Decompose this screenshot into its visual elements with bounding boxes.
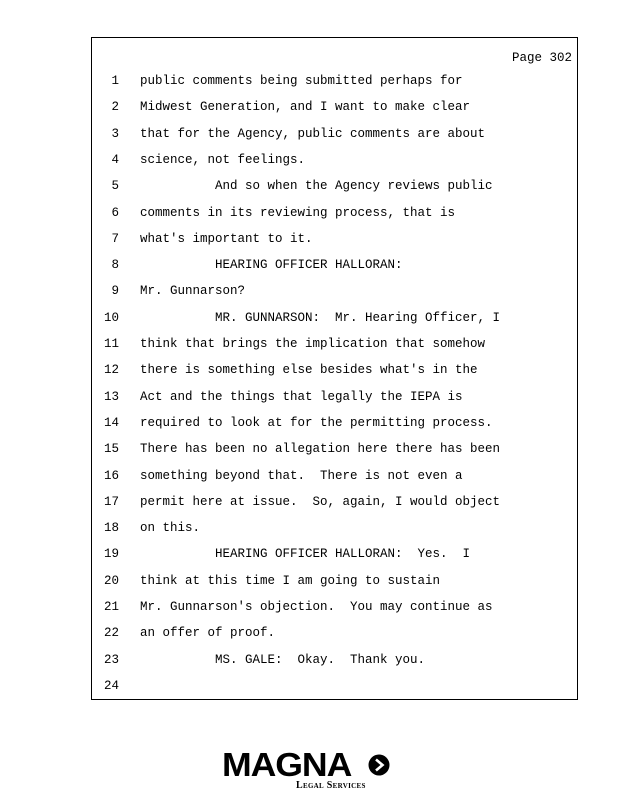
transcript-line [92, 99, 577, 115]
transcript-line [92, 415, 577, 431]
transcript-line [92, 494, 577, 510]
line-number: 20 [103, 573, 119, 588]
line-number: 21 [103, 600, 119, 614]
transcript-line [92, 546, 577, 562]
transcript-line [92, 389, 577, 405]
transcript-line [92, 336, 577, 352]
line-number: 13 [103, 389, 119, 404]
transcript-line [92, 205, 577, 221]
line-number: 14 [103, 415, 119, 430]
line-number: 23 [103, 652, 119, 667]
line-text: there is something else besides what's in the [140, 363, 478, 378]
transcript-line [92, 652, 577, 668]
transcript-page [91, 37, 578, 700]
line-text: HEARING OFFICER HALLORAN: [140, 258, 403, 273]
line-text: Midwest Generation, and I want to make clear [140, 100, 471, 115]
chevron-right-icon [368, 754, 390, 776]
line-text: think that brings the implication that somehow [140, 337, 486, 351]
transcript-line [92, 152, 577, 168]
transcript-line [92, 231, 577, 247]
transcript-line [92, 257, 577, 273]
magna-logo [222, 748, 398, 792]
line-text: an offer of proof. [140, 626, 276, 641]
line-number: 6 [111, 205, 119, 220]
logo-wordmark: MAGNA [222, 746, 352, 783]
transcript-line [92, 178, 577, 194]
line-text: There has been no allegation here there has been [140, 442, 501, 457]
transcript-line [92, 625, 577, 641]
line-number: 10 [103, 310, 119, 325]
line-text: MS. GALE: Okay. Thank you. [140, 652, 426, 667]
line-number: 12 [103, 363, 119, 378]
transcript-line [92, 678, 577, 694]
transcript-line [92, 468, 577, 484]
transcript-line [92, 520, 577, 536]
line-text: what's important to it. [140, 231, 313, 246]
transcript-line [92, 599, 577, 615]
line-text: Act and the things that legally the IEPA is [140, 389, 463, 404]
line-number: 3 [111, 126, 119, 141]
line-number: 2 [111, 100, 119, 115]
line-text: permit here at issue. So, again, I would object [140, 494, 501, 509]
transcript-line [92, 362, 577, 378]
line-number: 19 [103, 547, 119, 562]
line-number: 24 [103, 678, 119, 693]
line-text: comments in its reviewing process, that is [140, 205, 456, 220]
transcript-line [92, 283, 577, 299]
line-text: think at this time I am going to sustain [140, 573, 441, 588]
line-text: Mr. Gunnarson's objection. You may continue as [140, 600, 493, 614]
line-number: 11 [103, 337, 119, 351]
line-number: 16 [103, 468, 119, 483]
line-number: 7 [111, 231, 119, 246]
transcript-line [92, 441, 577, 457]
line-text: And so when the Agency reviews public [140, 179, 493, 194]
line-text: that for the Agency, public comments are about [140, 126, 486, 141]
line-number: 22 [103, 626, 119, 641]
line-number: 15 [103, 442, 119, 457]
line-text: public comments being submitted perhaps for [140, 74, 463, 88]
transcript-line [92, 73, 577, 89]
line-text: required to look at for the permitting process. [140, 415, 493, 430]
transcript-line [92, 126, 577, 142]
line-text: science, not feelings. [140, 152, 306, 167]
line-text: HEARING OFFICER HALLORAN: Yes. I [140, 547, 471, 562]
transcript-line [92, 573, 577, 589]
line-number: 17 [103, 494, 119, 509]
line-number: 9 [111, 284, 119, 299]
line-number: 1 [111, 74, 119, 88]
logo-subtitle: Legal Services [296, 780, 366, 791]
page-number: Page 302 [511, 51, 572, 65]
line-text: MR. GUNNARSON: Mr. Hearing Officer, I [140, 310, 501, 325]
line-number: 4 [111, 152, 119, 167]
line-text: something beyond that. There is not even a [140, 468, 463, 483]
line-number: 8 [111, 258, 119, 273]
line-text: Mr. Gunnarson? [140, 284, 246, 299]
line-number: 18 [103, 521, 119, 536]
line-number: 5 [111, 179, 119, 194]
transcript-line [92, 310, 577, 326]
line-text: on this. [140, 521, 201, 536]
